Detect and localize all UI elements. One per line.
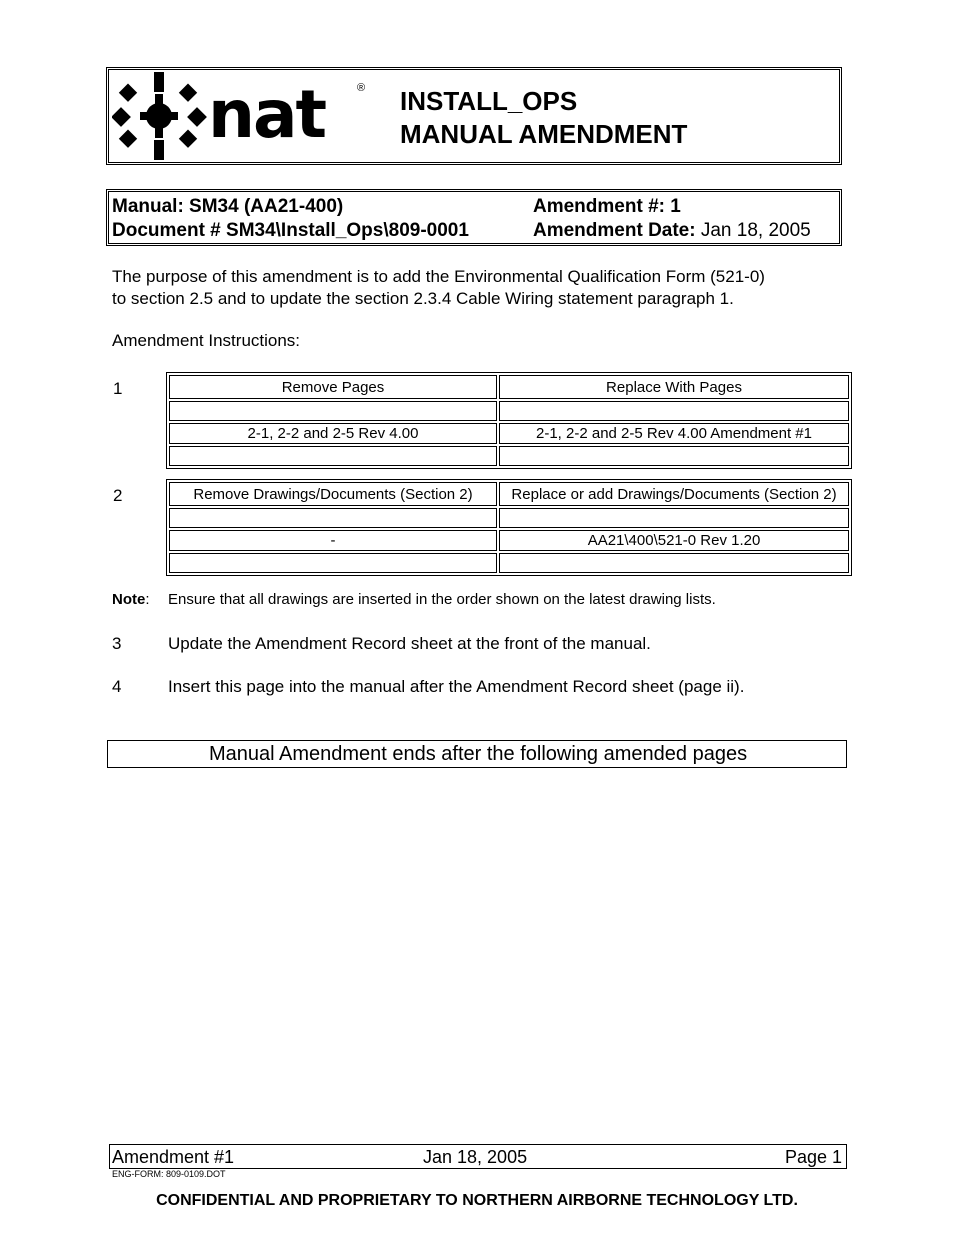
table-header-cell: Remove Drawings/Documents (Section 2) xyxy=(169,482,497,506)
note-text: Ensure that all drawings are inserted in the order shown on the latest drawing lists. xyxy=(168,591,716,608)
doc-title-line1: INSTALL_OPS xyxy=(400,86,578,116)
amendment-date-label: Amendment Date: xyxy=(533,220,696,241)
step3-text: Update the Amendment Record sheet at the front of the manual. xyxy=(168,634,651,653)
table-cell xyxy=(169,508,497,528)
note-colon: : xyxy=(145,591,150,608)
table-cell xyxy=(499,401,849,421)
table-header-row xyxy=(169,375,849,399)
table-header-cell: Replace or add Drawings/Documents (Section 2) xyxy=(499,482,849,506)
remove-drawings-table xyxy=(166,479,852,576)
table-header-row xyxy=(169,482,849,506)
step2-number: 2 xyxy=(113,486,123,505)
table-header-cell: Replace With Pages xyxy=(499,375,849,399)
step1-number: 1 xyxy=(113,379,123,398)
table-row xyxy=(169,446,849,466)
table-cell xyxy=(169,401,497,421)
note xyxy=(112,591,150,608)
table-cell: 2-1, 2-2 and 2-5 Rev 4.00 xyxy=(169,423,497,444)
amendment-number: Amendment #: 1 xyxy=(533,196,681,217)
note-label: Note xyxy=(112,591,146,608)
table-cell xyxy=(169,446,497,466)
table-row xyxy=(169,530,849,551)
purpose-line1: The purpose of this amendment is to add the Environmental Qualification Form (521-0) xyxy=(112,267,765,286)
table-header-cell: Remove Pages xyxy=(169,375,497,399)
registered-mark: ® xyxy=(357,82,366,94)
footer-page: Page 1 xyxy=(784,1147,842,1167)
doc-title-line2: MANUAL AMENDMENT xyxy=(400,119,688,149)
step4-text: Insert this page into the manual after the Amendment Record sheet (page ii). xyxy=(168,677,745,696)
manual-label: Manual: SM34 (AA21-400) xyxy=(112,196,344,217)
table-cell xyxy=(499,508,849,528)
confidential-notice: CONFIDENTIAL AND PROPRIETARY TO NORTHERN AIRBORNE TECHNOLOGY LTD. xyxy=(156,1192,798,1209)
table-cell xyxy=(499,553,849,573)
table-cell: - xyxy=(169,530,497,551)
table-row xyxy=(169,553,849,573)
instructions-heading: Amendment Instructions: xyxy=(112,331,301,350)
remove-pages-table xyxy=(166,372,852,469)
nat-logo-icon xyxy=(112,70,374,162)
logo-wordmark: nat xyxy=(208,76,326,153)
table-cell: AA21\400\521-0 Rev 1.20 xyxy=(499,530,849,551)
table-row xyxy=(169,401,849,421)
table-cell: 2-1, 2-2 and 2-5 Rev 4.00 Amendment #1 xyxy=(499,423,849,444)
step4-number: 4 xyxy=(112,677,122,696)
ends-banner-box xyxy=(107,740,847,768)
amendment-date xyxy=(533,219,811,242)
table-cell xyxy=(169,553,497,573)
step3-number: 3 xyxy=(112,634,122,653)
ends-banner-text: Manual Amendment ends after the following amended pages xyxy=(208,743,748,765)
footer-date: Jan 18, 2005 xyxy=(423,1147,528,1167)
document-label: Document # SM34\Install_Ops\809-0001 xyxy=(112,220,469,241)
table-cell xyxy=(499,446,849,466)
nat-logo xyxy=(112,70,374,162)
footer-amendment: Amendment #1 xyxy=(112,1147,235,1167)
amendment-date-value: Jan 18, 2005 xyxy=(700,220,811,241)
table-row xyxy=(169,508,849,528)
purpose-line2: to section 2.5 and to update the section 2.3.4 Cable Wiring statement paragraph 1. xyxy=(112,289,734,308)
form-id: ENG-FORM: 809-0109.DOT xyxy=(112,1169,226,1179)
table-row xyxy=(169,423,849,444)
